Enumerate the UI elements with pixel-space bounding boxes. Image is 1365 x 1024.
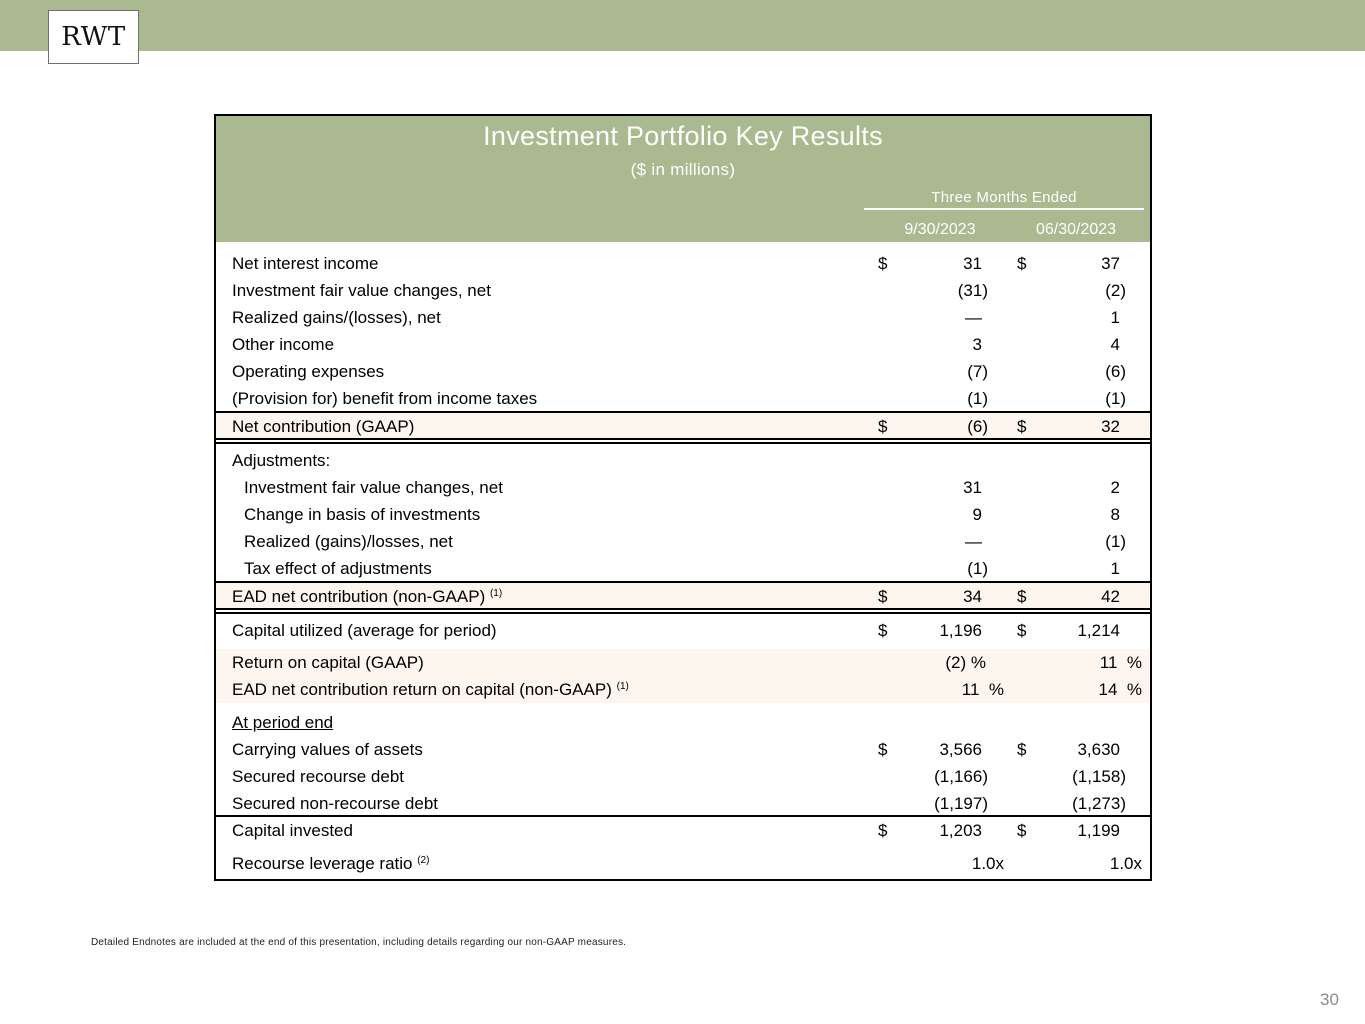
period-underline — [864, 208, 1144, 210]
value-q2: 37 — [1101, 254, 1120, 273]
endnote-marker: (1) — [616, 681, 629, 692]
value-q3: (6) — [967, 417, 988, 436]
period-label: Three Months Ended — [931, 189, 1077, 206]
row-label: Adjustments: — [232, 451, 331, 470]
value-q3: — — [965, 532, 982, 551]
dollar-sign: $ — [878, 740, 888, 759]
row-label: Net interest income — [232, 254, 379, 273]
value-q3: 3,566 — [939, 740, 982, 759]
dollar-sign: $ — [1017, 417, 1027, 436]
value-q3: — — [965, 308, 982, 327]
value-q2: (1,273) — [1072, 794, 1126, 813]
table-row — [216, 736, 1150, 763]
section-heading: At period end — [232, 713, 334, 732]
row-label: Investment fair value changes, net — [232, 281, 491, 300]
value-q2: 42 — [1101, 587, 1120, 606]
value-q2: (2) — [1105, 281, 1126, 300]
table-row — [216, 649, 1150, 676]
value-q2: (1) — [1105, 389, 1126, 408]
row-divider — [216, 608, 1150, 610]
table-row — [216, 304, 1150, 331]
row-divider — [216, 612, 1150, 614]
value-q2: 4 — [1110, 335, 1120, 354]
value-q2: 8 — [1110, 505, 1120, 524]
rwt-logo: RWT — [48, 10, 139, 64]
value-q3: 31 — [963, 478, 982, 497]
table-subtitle: ($ in millions) — [630, 160, 736, 179]
value-q3: (1,197) — [934, 794, 988, 813]
endnote-marker: (2) — [417, 855, 430, 866]
value-q3: 31 — [963, 254, 982, 273]
table-row — [216, 501, 1150, 528]
value-q2: 3,630 — [1077, 740, 1120, 759]
value-q2: 1.0x — [1109, 854, 1142, 873]
value-q3: (7) — [967, 362, 988, 381]
table-row — [216, 555, 1150, 582]
dollar-sign: $ — [1017, 587, 1027, 606]
endnote-marker: (1) — [489, 588, 503, 599]
value-q2: 1,199 — [1077, 821, 1120, 840]
top-band — [0, 0, 1365, 51]
value-q2: (1) — [1105, 532, 1126, 551]
table-row — [216, 358, 1150, 385]
value-q2: 1,214 — [1077, 621, 1120, 640]
row-label: Other income — [232, 335, 335, 354]
value-q3: (1) — [967, 559, 988, 578]
dollar-sign: $ — [1017, 821, 1027, 840]
value-q2: 1 — [1110, 308, 1120, 327]
row-label: Net contribution (GAAP) — [232, 417, 415, 436]
table-row — [216, 617, 1150, 644]
dollar-sign: $ — [1017, 254, 1027, 273]
value-q3: (1,166) — [934, 767, 988, 786]
dollar-sign: $ — [878, 587, 888, 606]
table-title: Investment Portfolio Key Results — [483, 121, 883, 151]
value-q2: 2 — [1110, 478, 1120, 497]
value-q3: (2) % — [945, 653, 986, 672]
row-label: Operating expenses — [232, 362, 385, 381]
value-q3: 1.0x — [971, 854, 1004, 873]
row-label: Capital invested — [232, 821, 353, 840]
table-row — [216, 850, 1150, 877]
table-row — [216, 676, 1150, 703]
value-q2: 11 % — [1099, 653, 1142, 672]
table-row — [216, 385, 1150, 412]
table-header — [216, 116, 1150, 242]
value-q2: 1 — [1110, 559, 1120, 578]
value-q3: 3 — [972, 335, 982, 354]
value-q2: 14 % — [1098, 680, 1142, 699]
dollar-sign: $ — [878, 621, 888, 640]
value-q3: 1,196 — [939, 621, 982, 640]
row-label: Carrying values of assets — [232, 740, 423, 759]
table-row-total — [216, 817, 1150, 844]
row-label: (Provision for) benefit from income taxes — [232, 389, 538, 408]
row-label: Secured recourse debt — [232, 767, 404, 786]
value-q3: 9 — [972, 505, 982, 524]
dollar-sign: $ — [878, 254, 888, 273]
row-label: Realized gains/(losses), net — [232, 308, 441, 327]
value-q3: 34 — [963, 587, 982, 606]
table-row — [216, 474, 1150, 501]
value-q3: (1) — [967, 389, 988, 408]
row-label: Investment fair value changes, net — [244, 478, 503, 497]
value-q3: 11 % — [961, 680, 1004, 699]
key-results-table — [214, 114, 1152, 881]
table-row — [216, 447, 1150, 474]
dollar-sign: $ — [1017, 740, 1027, 759]
table-row — [216, 277, 1150, 304]
table-row — [216, 763, 1150, 790]
table-row — [216, 790, 1150, 817]
dollar-sign: $ — [1017, 621, 1027, 640]
row-label: Change in basis of investments — [244, 505, 481, 524]
dollar-sign: $ — [878, 417, 888, 436]
value-q3: 1,203 — [939, 821, 982, 840]
page-number: 30 — [1320, 990, 1339, 1009]
column-header-q3: 9/30/2023 — [904, 221, 976, 238]
value-q2: 32 — [1101, 417, 1120, 436]
value-q2: (6) — [1105, 362, 1126, 381]
row-label: EAD net contribution (non-GAAP) $^{(1)}$ — [232, 587, 503, 606]
value-q3: (31) — [957, 281, 988, 300]
row-divider — [216, 442, 1150, 444]
table-row — [216, 250, 1150, 277]
endnotes-footnote: Detailed Endnotes are included at the end of this presentation, including details regarding our non-GAAP measures. — [91, 937, 627, 948]
table-row — [216, 528, 1150, 555]
value-q2: (1,158) — [1072, 767, 1126, 786]
row-label: Recourse leverage ratio $^{(2)}$ — [232, 854, 430, 873]
dollar-sign: $ — [878, 821, 888, 840]
row-label: Secured non-recourse debt — [232, 794, 439, 813]
row-divider — [216, 438, 1150, 440]
table-row-total — [216, 583, 1150, 610]
table-row-total — [216, 413, 1150, 440]
column-header-q2: 06/30/2023 — [1035, 221, 1117, 238]
table-row — [216, 709, 1150, 736]
row-label: Return on capital (GAAP) — [232, 653, 424, 672]
row-label: Realized (gains)/losses, net — [244, 532, 453, 551]
table-row — [216, 331, 1150, 358]
row-label: Tax effect of adjustments — [244, 559, 432, 578]
row-label: EAD net contribution return on capital (non-GAAP) $^{(1)}$ — [232, 680, 629, 699]
row-label: Capital utilized (average for period) — [232, 621, 497, 640]
